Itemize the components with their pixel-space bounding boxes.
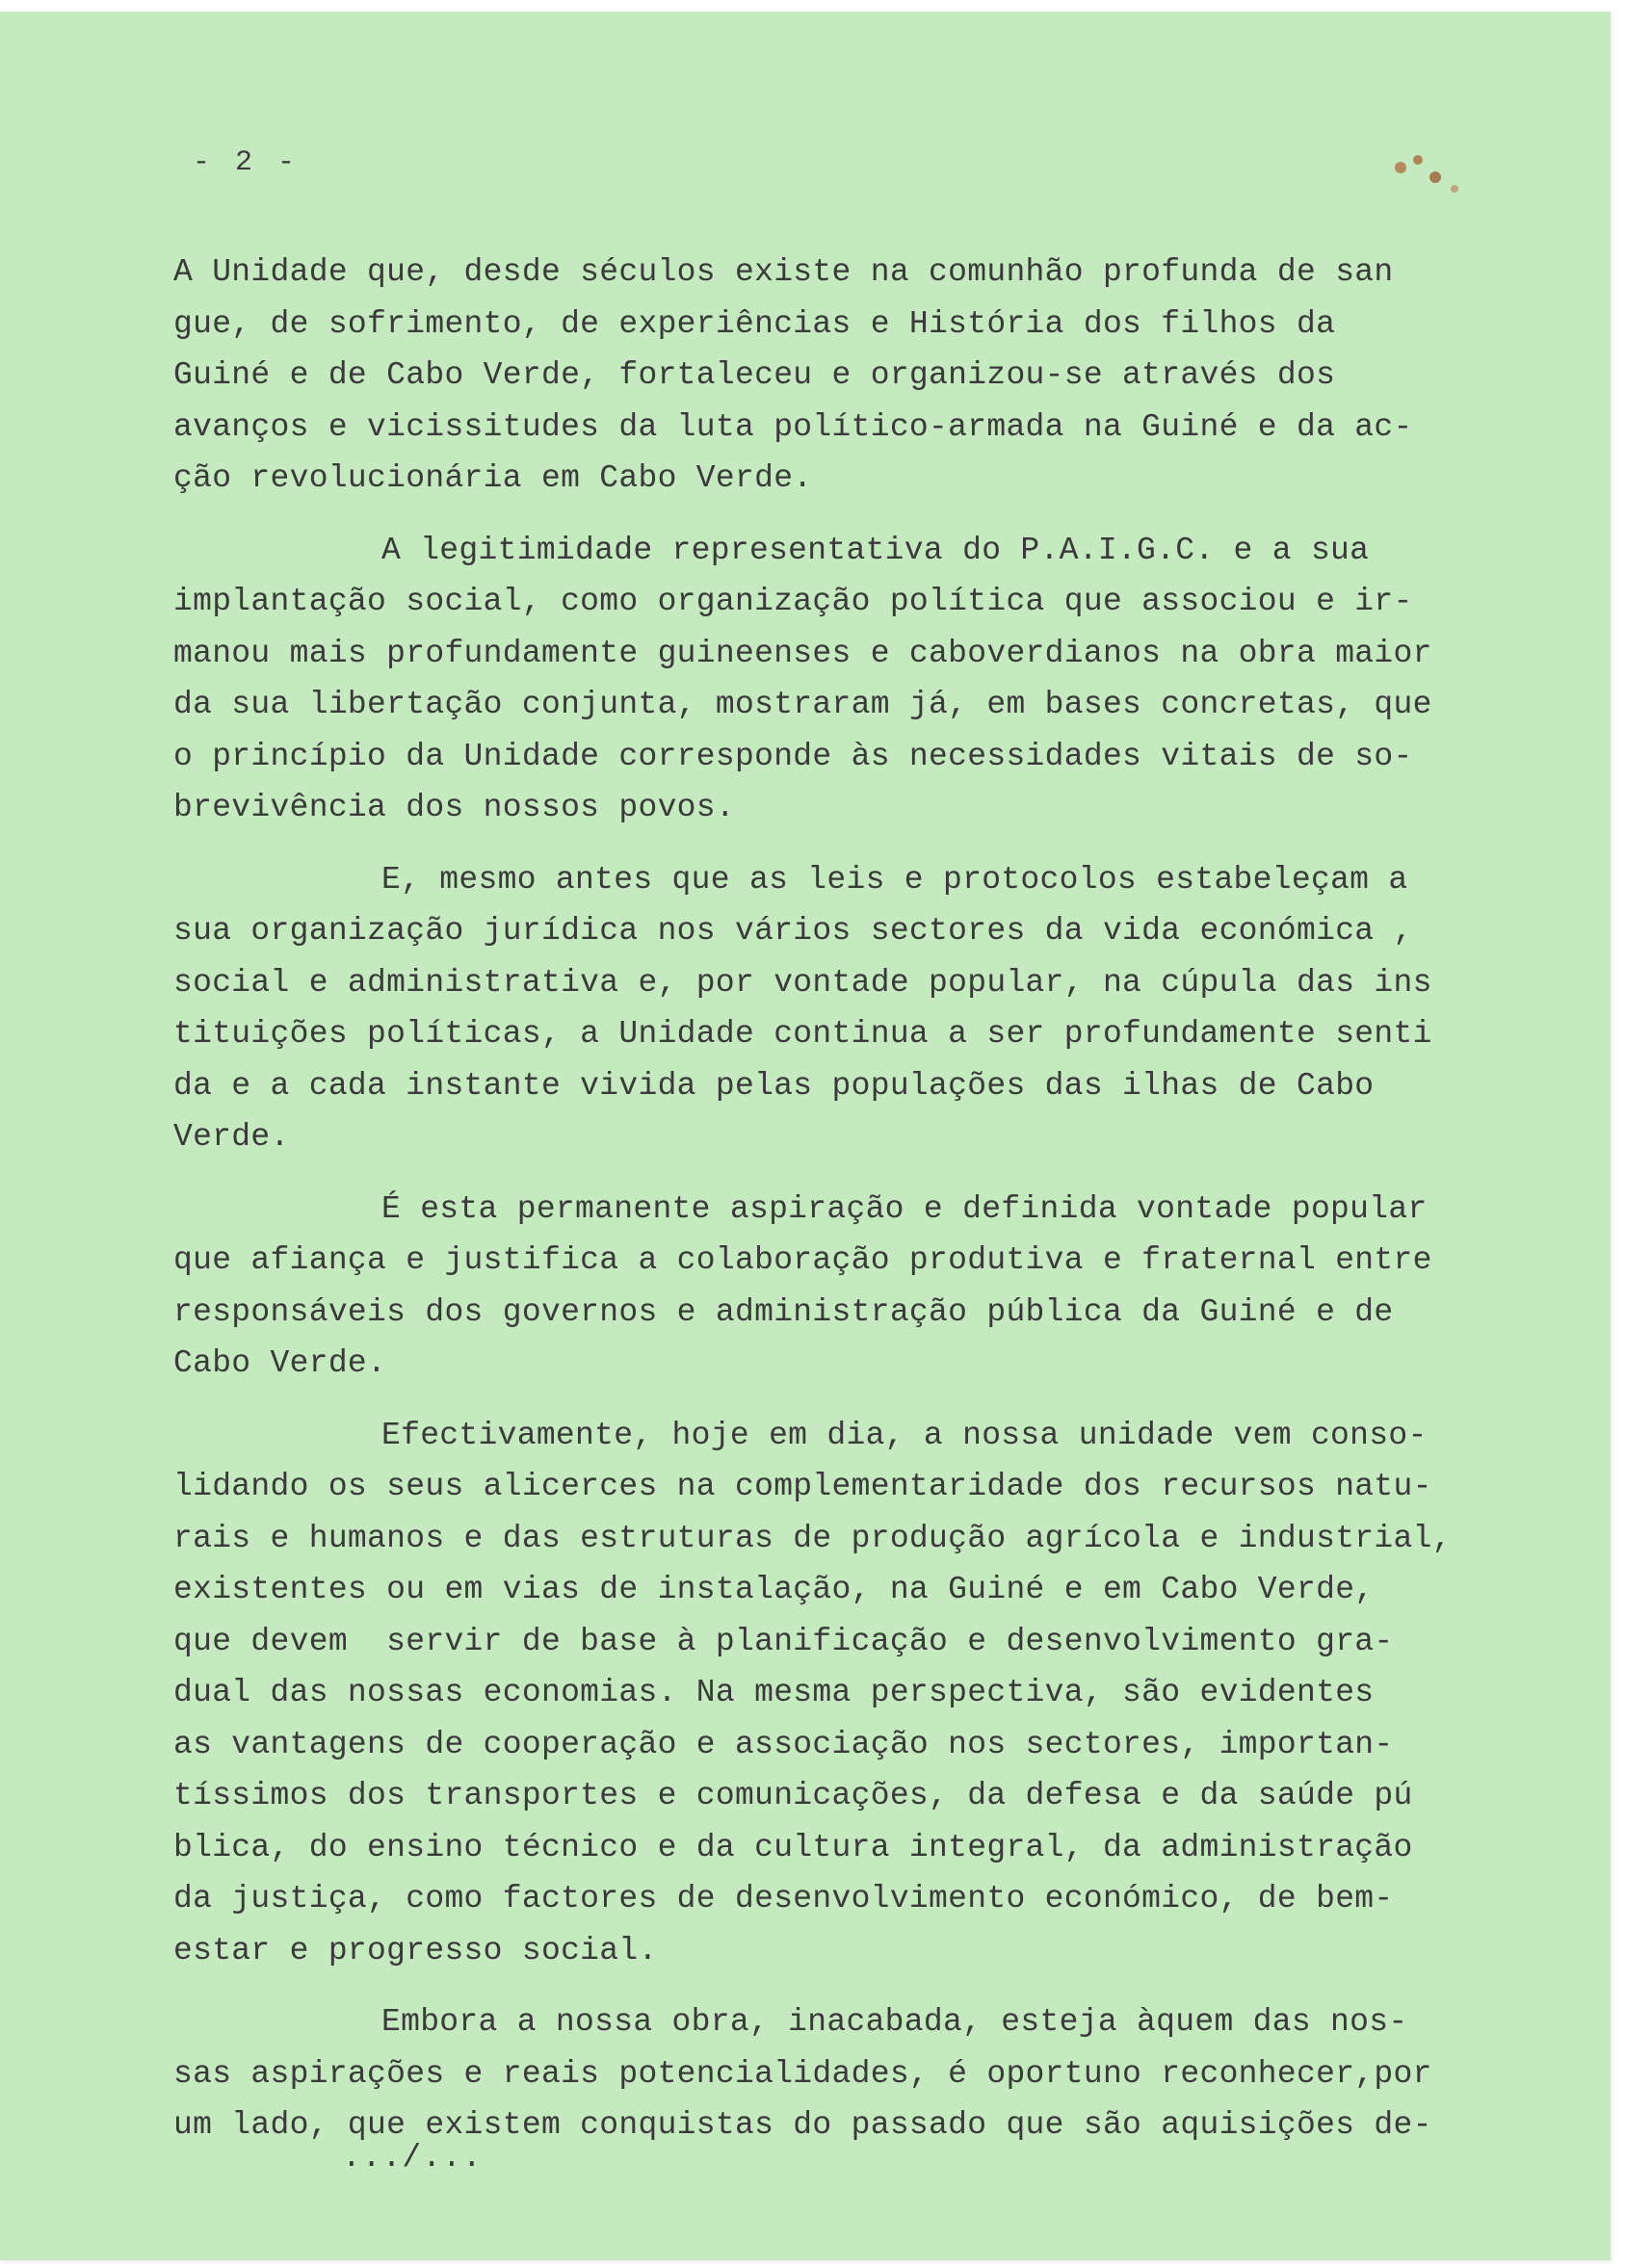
text-line: Guiné e de Cabo Verde, fortaleceu e organizou-se através dos <box>173 357 1336 393</box>
text-line: brevivência dos nossos povos. <box>173 790 735 825</box>
text-line: as vantagens de cooperação e associação nos sectores, importan- <box>173 1726 1394 1762</box>
paragraph-4 <box>173 1184 1432 1390</box>
body-text <box>173 247 1452 2172</box>
text-line: Cabo Verde. <box>173 1345 387 1381</box>
text-line: E, mesmo antes que as leis e protocolos estabeleçam a <box>381 861 1408 898</box>
text-line: ção revolucionária em Cabo Verde. <box>173 460 813 496</box>
paragraph-1 <box>173 247 1416 505</box>
text-line: um lado, que existem conquistas do passado que são aquisições de- <box>173 2107 1432 2143</box>
text-line: rais e humanos e das estruturas de produção agrícola e industrial, <box>173 1520 1452 1556</box>
text-line: gue, de sofrimento, de experiências e História dos filhos da <box>173 305 1336 342</box>
text-line: da sua libertação conjunta, mostraram já, em bases concretas, que <box>173 687 1432 722</box>
text-line: dual das nossas economias. Na mesma perspectiva, são evidentes <box>173 1675 1375 1710</box>
text-line: tíssimos dos transportes e comunicações, da defesa e da saúde pú <box>173 1778 1413 1813</box>
paragraph-6 <box>173 1996 1432 2151</box>
text-line: implantação social, como organização política que associou e ir- <box>173 584 1413 619</box>
text-line: estar e progresso social. <box>173 1932 658 1968</box>
text-line: Verde. <box>173 1119 290 1155</box>
page-number: - 2 - <box>193 146 300 179</box>
text-line: que afiança e justifica a colaboração produtiva e fraternal entre <box>173 1242 1432 1278</box>
text-line: Efectivamente, hoje em dia, a nossa unidade vem conso- <box>381 1417 1428 1453</box>
text-line: da e a cada instante vivida pelas populações das ilhas de Cabo <box>173 1067 1375 1104</box>
staple-marks-icon <box>1385 144 1501 202</box>
text-line: o princípio da Unidade corresponde às necessidades vitais de so- <box>173 738 1413 774</box>
text-line: sas aspirações e reais potencialidades, é oportuno reconhecer,por <box>173 2055 1432 2092</box>
text-line: É esta permanente aspiração e definida vontade popular <box>381 1190 1428 1227</box>
text-line: social e administrativa e, por vontade popular, na cúpula das ins <box>173 964 1432 1001</box>
text-line: manou mais profundamente guineenses e caboverdianos na obra maior <box>173 635 1432 671</box>
text-line: responsáveis dos governos e administração pública da Guiné e de <box>173 1293 1394 1330</box>
text-line: da justiça, como factores de desenvolvimento económico, de bem- <box>173 1881 1394 1916</box>
text-line: lidando os seus alicerces na complementaridade dos recursos natu- <box>173 1469 1432 1504</box>
text-line: Embora a nossa obra, inacabada, esteja àquem das nos- <box>381 2004 1408 2040</box>
text-line: existentes ou em vias de instalação, na Guiné e em Cabo Verde, <box>173 1572 1375 1607</box>
text-line: blica, do ensino técnico e da cultura integral, da administração <box>173 1829 1413 1865</box>
text-line: A legitimidade representativa do P.A.I.G.C. e a sua <box>381 532 1370 568</box>
paragraph-2 <box>173 525 1432 834</box>
document-page <box>0 12 1611 2260</box>
text-line: que devem servir de base à planificação e desenvolvimento gra- <box>173 1623 1394 1659</box>
text-line: avanços e vicissitudes da luta político-armada na Guiné e da ac- <box>173 408 1413 445</box>
paragraph-3 <box>173 854 1432 1163</box>
text-line: tituições políticas, a Unidade continua a ser profundamente senti <box>173 1016 1432 1052</box>
text-line: A Unidade que, desde séculos existe na comunhão profunda de san <box>173 254 1394 290</box>
continuation-marker: .../... <box>342 2140 483 2176</box>
text-line: sua organização jurídica nos vários sectores da vida económica , <box>173 913 1413 949</box>
paragraph-5 <box>173 1410 1452 1977</box>
